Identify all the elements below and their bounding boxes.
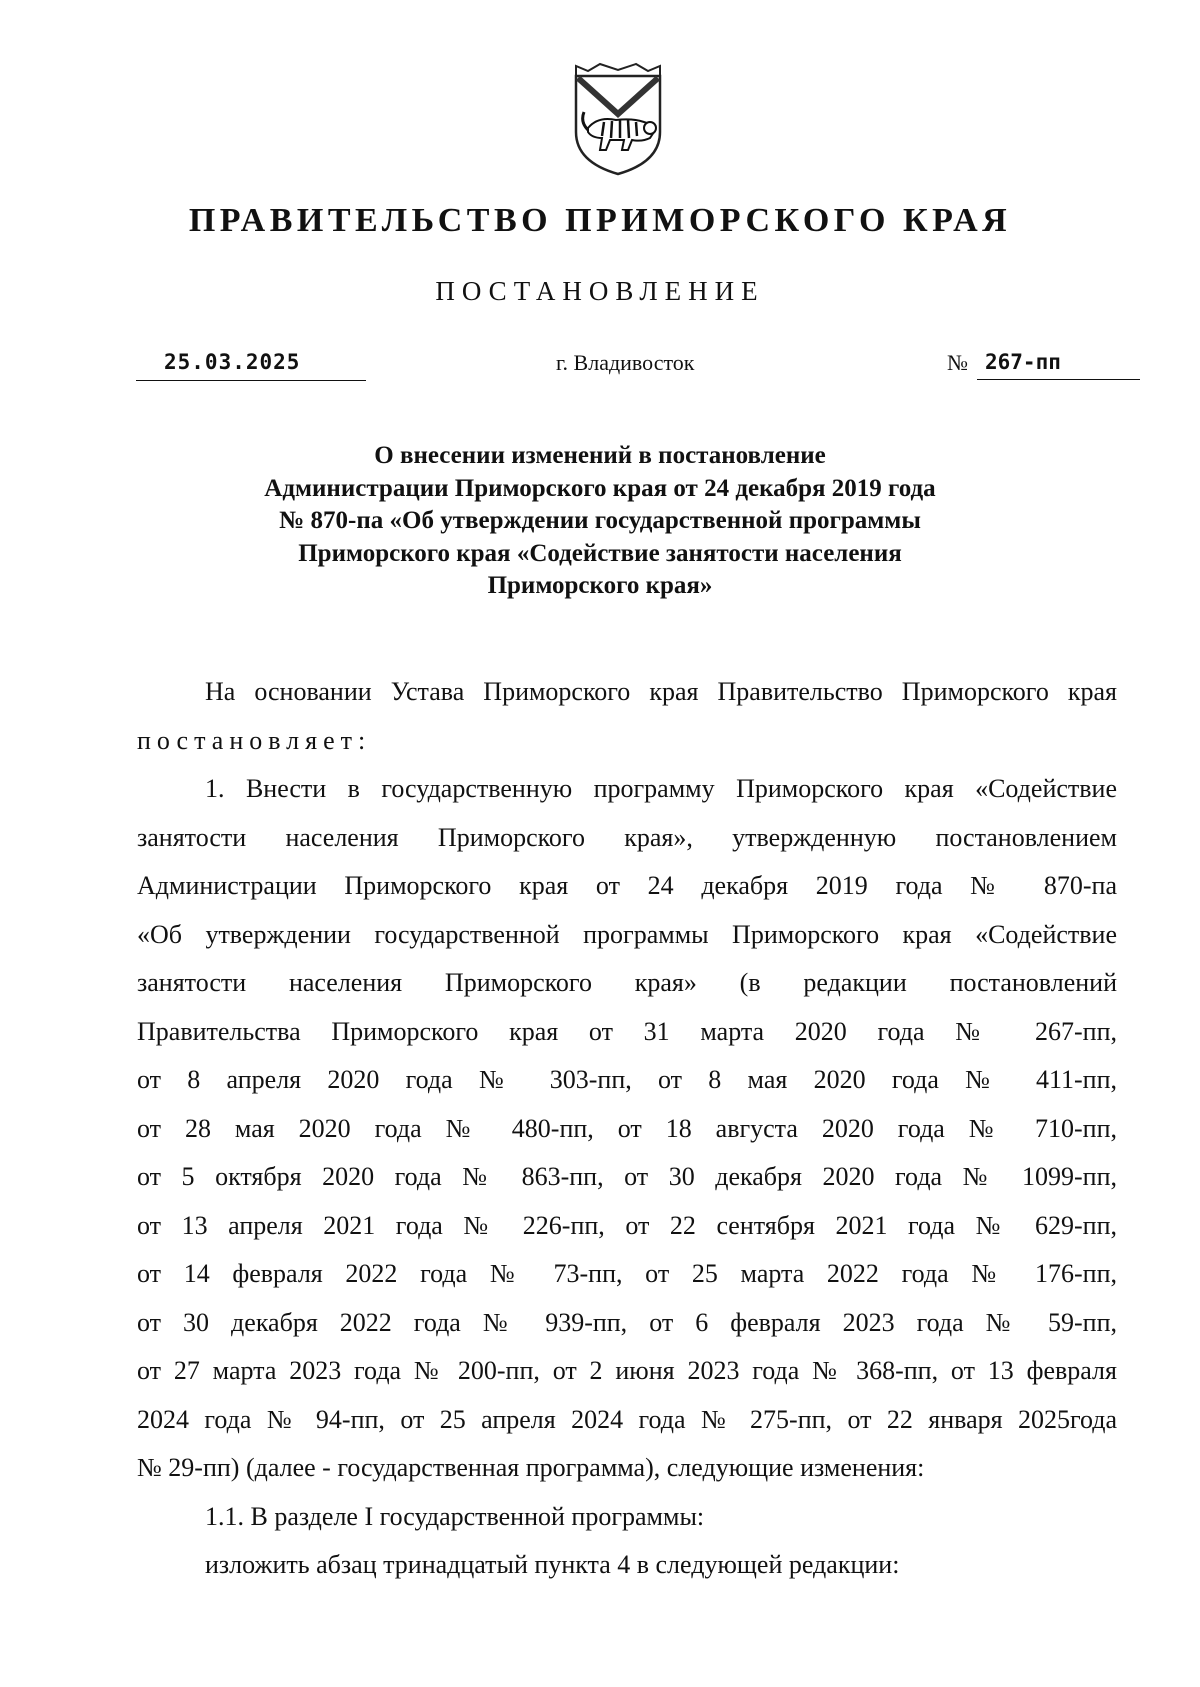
body-line: 1. Внести в государственную программу Приморского края «Содействие <box>205 774 1117 803</box>
body-line: изложить абзац тринадцатый пункта 4 в следующей редакции: <box>205 1550 900 1579</box>
number-field <box>947 350 1140 380</box>
body-line: Администрации Приморского края от 24 декабря 2019 года № 870-па <box>137 871 1117 900</box>
body-line: 1.1. В разделе I государственной программы: <box>205 1501 705 1531</box>
body-line: от 13 апреля 2021 года № 226-пп, от 22 сентября 2021 года № 629-пп, <box>137 1210 1117 1240</box>
body-line: Правительства Приморского края от 31 марта 2020 года № 267-пп, <box>137 1016 1117 1046</box>
document-number: 267-пп <box>985 350 1061 374</box>
heading-line: Приморского края» <box>487 572 713 599</box>
document-city: г. Владивосток <box>556 350 695 375</box>
body-line: занятости населения Приморского края» (в редакции постановлений <box>137 968 1117 997</box>
body-line: от 14 февраля 2022 года № 73-пп, от 25 марта 2022 года № 176-пп, <box>137 1259 1117 1288</box>
heading-line: Приморского края «Содействие занятости населения <box>298 539 902 567</box>
number-underline <box>977 379 1140 380</box>
number-sign: № <box>947 350 968 375</box>
document-date: 25.03.2025 <box>164 350 301 374</box>
document-meta-row <box>0 350 1200 390</box>
coat-of-arms-icon <box>570 62 666 178</box>
body-line: занятости населения Приморского края», утвержденную постановлением <box>137 822 1117 852</box>
body-line: от 28 мая 2020 года № 480-пп, от 18 августа 2020 года № 710-пп, <box>137 1113 1117 1143</box>
body-line: от 5 октября 2020 года № 863-пп, от 30 декабря 2020 года № 1099-пп, <box>137 1162 1117 1191</box>
body-line-resolves: постановляет: <box>137 725 372 755</box>
body-line: 2024 года № 94-пп, от 25 апреля 2024 года № 275-пп, от 22 января 2025года <box>137 1404 1117 1434</box>
document-body <box>137 668 1117 1590</box>
body-line: от 8 апреля 2020 года № 303-пп, от 8 мая 2020 года № 411-пп, <box>137 1065 1117 1094</box>
body-line: № 29-пп) (далее - государственная программа), следующие изменения: <box>137 1453 925 1482</box>
heading-line: Администрации Приморского края от 24 декабря 2019 года <box>264 474 936 502</box>
body-line: На основании Устава Приморского края Правительство Приморского края <box>205 677 1117 706</box>
heading-line: № 870-па «Об утверждении государственной программы <box>279 507 921 534</box>
body-line: от 27 марта 2023 года № 200-пп, от 2 июня 2023 года № 368-пп, от 13 февраля <box>137 1356 1117 1385</box>
document-type: ПОСТАНОВЛЕНИЕ <box>435 276 765 306</box>
government-title: ПРАВИТЕЛЬСТВО ПРИМОРСКОГО КРАЯ <box>188 202 1012 239</box>
date-field <box>136 350 366 381</box>
document-heading <box>0 440 1200 603</box>
heading-line: О внесении изменений в постановление <box>374 442 826 469</box>
body-line: «Об утверждении государственной программы Приморского края «Содействие <box>137 919 1117 949</box>
body-line: от 30 декабря 2022 года № 939-пп, от 6 февраля 2023 года № 59-пп, <box>137 1307 1117 1337</box>
